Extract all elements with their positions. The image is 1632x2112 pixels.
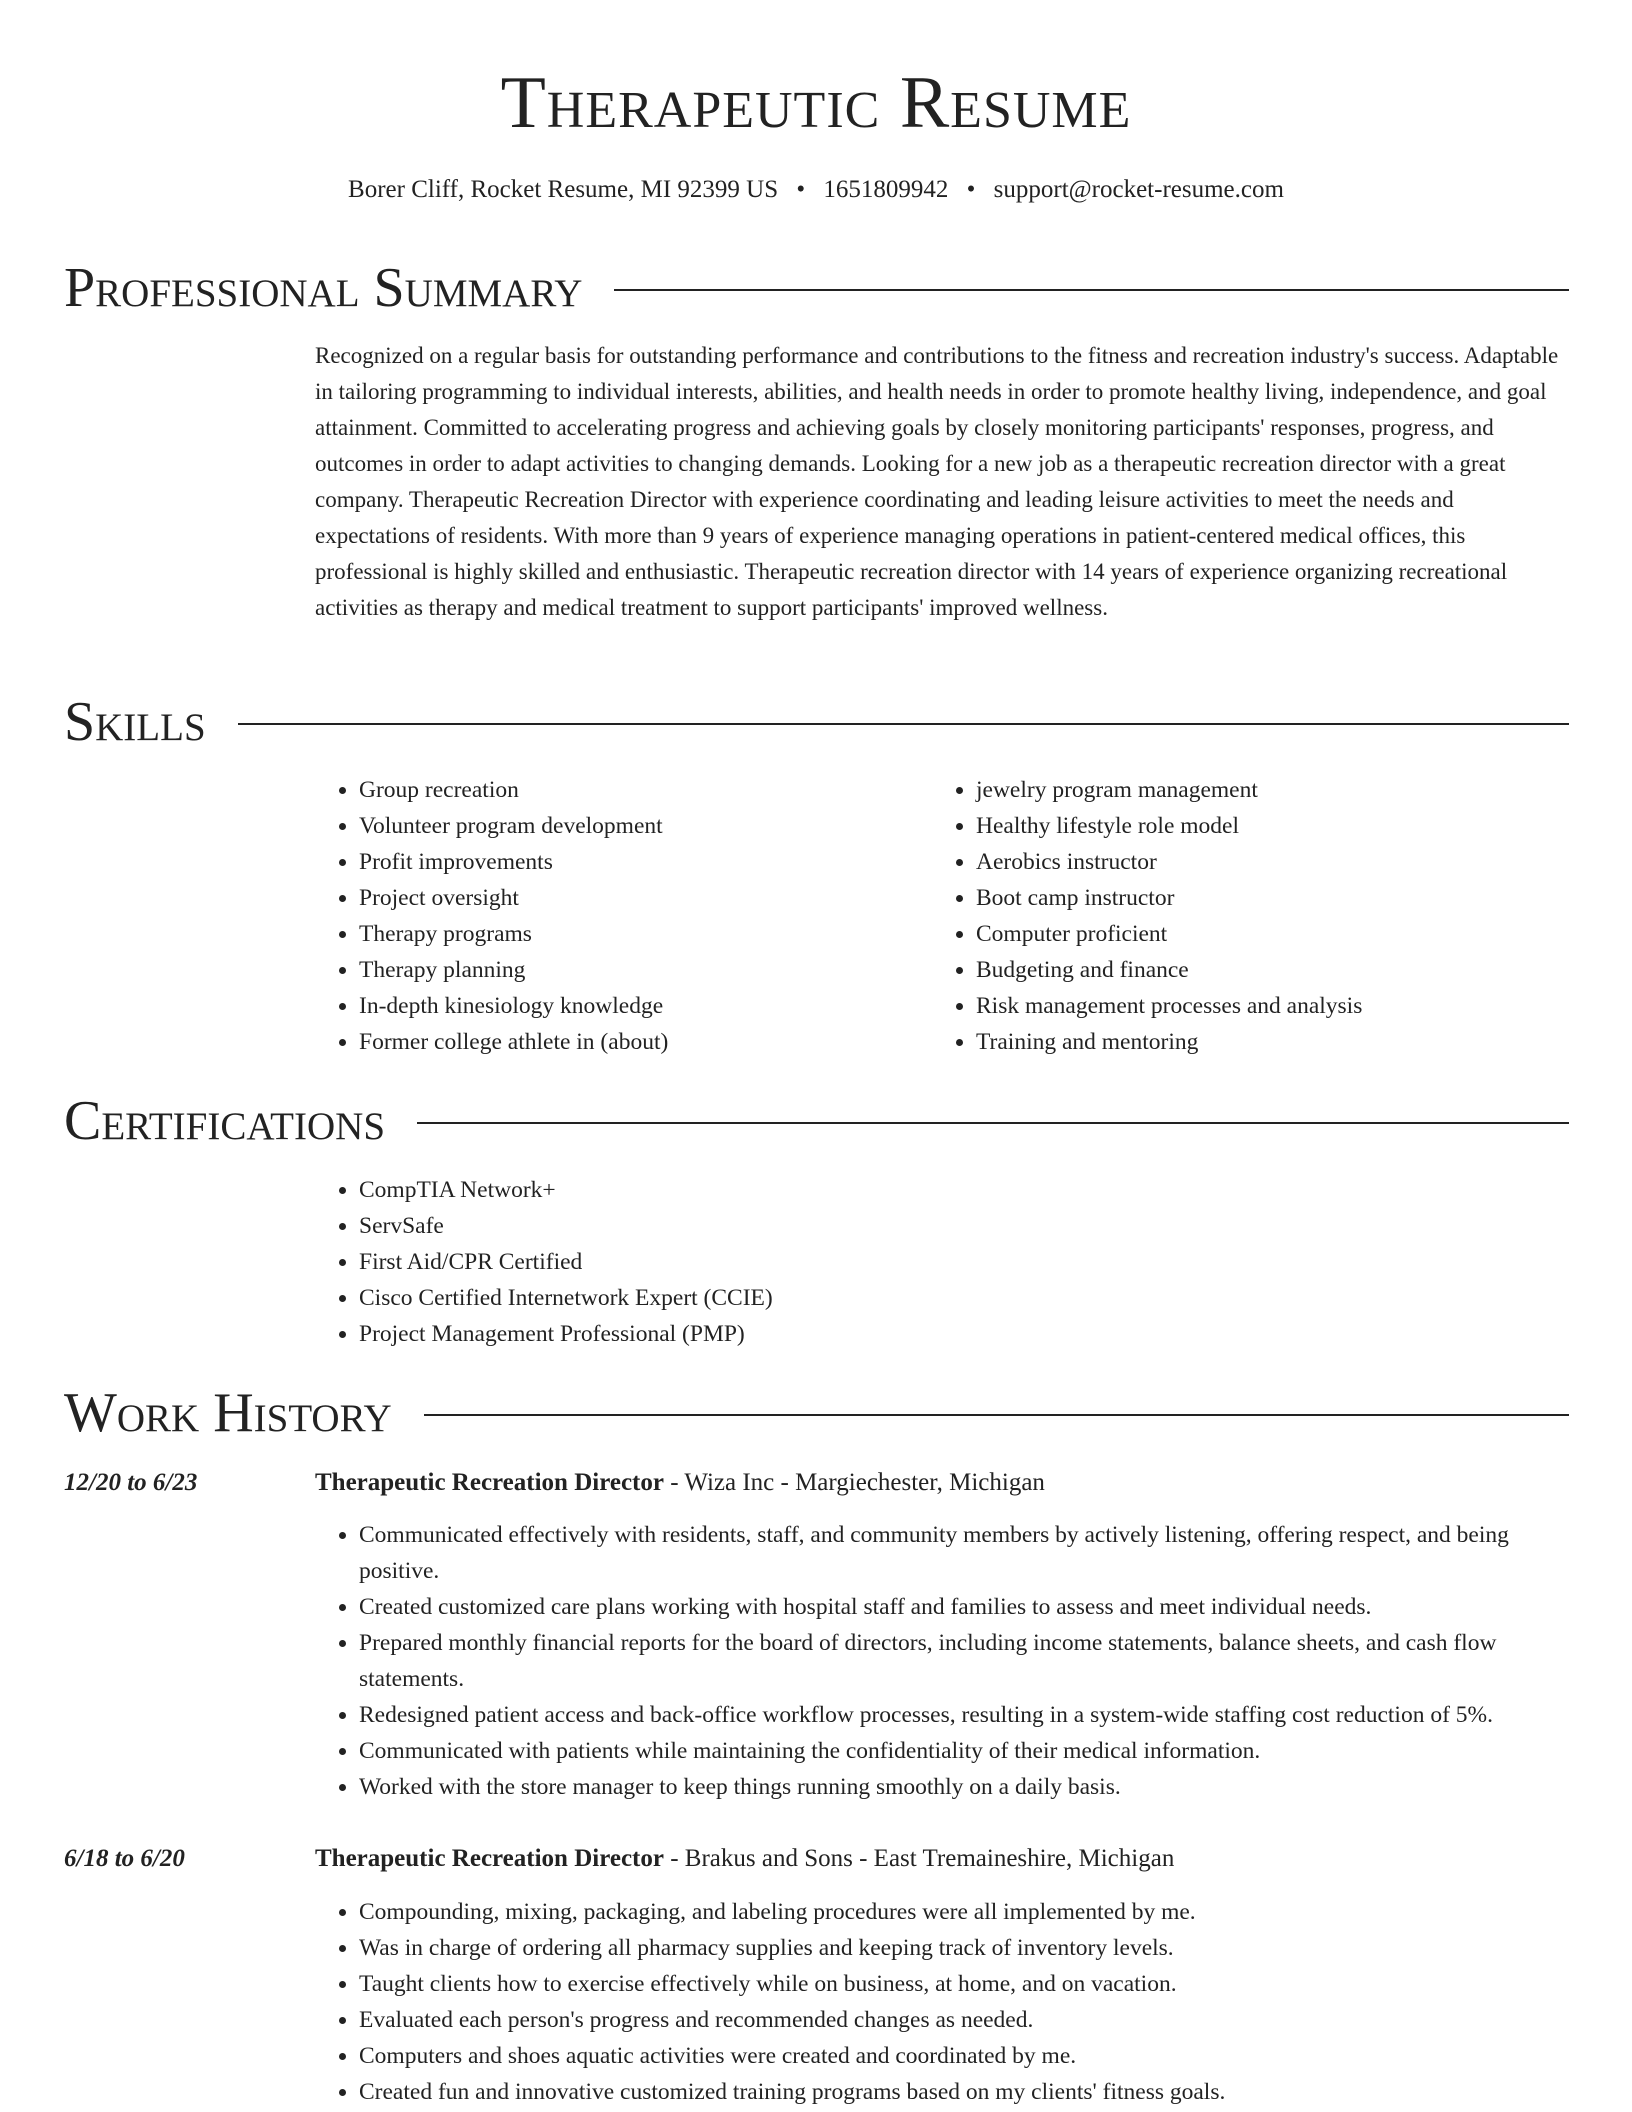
job-duties bbox=[315, 1517, 1575, 1805]
resume-name: Therapeutic Resume bbox=[500, 62, 1132, 144]
list-item: • Boot camp instructor bbox=[976, 880, 1572, 916]
list-item: • Evaluated each person's progress and recommended changes as needed. bbox=[359, 2002, 1575, 2038]
list-item: • Former college athlete in (about) bbox=[359, 1024, 915, 1060]
list-item: • CompTIA Network+ bbox=[359, 1172, 773, 1208]
contact-separator: • bbox=[796, 176, 806, 203]
list-item: • Profit improvements bbox=[359, 844, 915, 880]
list-item: • Project Management Professional (PMP) bbox=[359, 1316, 773, 1352]
contact-separator: • bbox=[966, 176, 976, 203]
summary-section-header bbox=[64, 256, 1569, 320]
certifications-section-header bbox=[64, 1089, 1569, 1153]
certifications-title: Certifications bbox=[64, 1090, 386, 1152]
list-item: • First Aid/CPR Certified bbox=[359, 1244, 773, 1280]
work-title: Work History bbox=[64, 1382, 392, 1444]
section-divider bbox=[614, 289, 1569, 291]
list-item: • Computers and shoes aquatic activities were created and coordinated by me. bbox=[359, 2038, 1575, 2074]
contact-email: support@rocket-resume.com bbox=[993, 176, 1284, 203]
list-item: • Aerobics instructor bbox=[976, 844, 1572, 880]
list-item: • Project oversight bbox=[359, 880, 915, 916]
work-section-header bbox=[64, 1381, 1569, 1445]
list-item: • Volunteer program development bbox=[359, 808, 915, 844]
skills-section-header bbox=[64, 690, 1569, 754]
list-item: • Compounding, mixing, packaging, and labeling procedures were all implemented by me. bbox=[359, 1894, 1575, 1930]
list-item: • Computer proficient bbox=[976, 916, 1572, 952]
section-divider bbox=[424, 1414, 1569, 1416]
certifications-list bbox=[315, 1172, 773, 1352]
job-duties bbox=[315, 1894, 1575, 2110]
skills-column-right bbox=[932, 772, 1572, 1060]
list-item: • Communicated effectively with residents, staff, and community members by actively listening, offering respect, and being positive. bbox=[359, 1517, 1575, 1589]
list-item: • Therapy programs bbox=[359, 916, 915, 952]
summary-title: Professional Summary bbox=[64, 257, 583, 319]
job-role: Therapeutic Recreation Director bbox=[315, 1469, 664, 1496]
contact-line bbox=[0, 172, 1632, 208]
list-item: • Training and mentoring bbox=[976, 1024, 1572, 1060]
contact-phone: 1651809942 bbox=[823, 176, 949, 203]
list-item: • jewelry program management bbox=[976, 772, 1572, 808]
job-title-line bbox=[315, 1841, 1174, 1877]
job-details: - Wiza Inc - Margiechester, Michigan bbox=[663, 1469, 1045, 1496]
list-item: • Created customized care plans working with hospital staff and families to assess and meet individual needs. bbox=[359, 1589, 1575, 1625]
job-role: Therapeutic Recreation Director bbox=[315, 1845, 664, 1872]
list-item: • Risk management processes and analysis bbox=[976, 988, 1572, 1024]
list-item: • Was in charge of ordering all pharmacy supplies and keeping track of inventory levels. bbox=[359, 1930, 1575, 1966]
job-duties-list bbox=[315, 1517, 1575, 1805]
certifications-block bbox=[315, 1172, 773, 1352]
job-dates: 6/18 to 6/20 bbox=[64, 1845, 185, 1872]
list-item: • Cisco Certified Internetwork Expert (CCIE) bbox=[359, 1280, 773, 1316]
list-item: • Budgeting and finance bbox=[976, 952, 1572, 988]
skills-column-left bbox=[315, 772, 915, 1060]
section-divider bbox=[238, 723, 1569, 725]
summary-text: Recognized on a regular basis for outstanding performance and contributions to the fitness and recreation industry's success. Adaptable in tailoring programming to individual interests, abilities, and health needs in order to promote healthy living, independence, and goal attainment. Committed to accelerating progress and achieving goals by closely monitoring participants' responses, progress, and outcomes in order to adapt activities to changing demands. Looking for a new job as a therapeutic recreation director with a great company. Therapeutic Recreation Director with experience coordinating and leading leisure activities to meet the needs and expectations of residents. With more than 9 years of experience managing operations in patient-centered medical offices, this professional is highly skilled and enthusiastic. Therapeutic recreation director with 14 years of experience organizing recreational activities as therapy and medical treatment to support participants' improved wellness. bbox=[315, 343, 1559, 620]
job-details: - Brakus and Sons - East Tremaineshire, Michigan bbox=[663, 1845, 1175, 1872]
list-item: • In-depth kinesiology knowledge bbox=[359, 988, 915, 1024]
section-divider bbox=[417, 1122, 1569, 1124]
list-item: • Healthy lifestyle role model bbox=[976, 808, 1572, 844]
skills-list-left bbox=[315, 772, 915, 1060]
skills-title: Skills bbox=[64, 691, 206, 753]
list-item: • Taught clients how to exercise effectively while on business, at home, and on vacation. bbox=[359, 1966, 1575, 2002]
job-dates: 12/20 to 6/23 bbox=[64, 1469, 198, 1496]
list-item: • Communicated with patients while maintaining the confidentiality of their medical information. bbox=[359, 1733, 1575, 1769]
job-title-line bbox=[315, 1465, 1045, 1501]
list-item: • Group recreation bbox=[359, 772, 915, 808]
list-item: • Prepared monthly financial reports for the board of directors, including income statements, balance sheets, and cash flow statements. bbox=[359, 1625, 1575, 1697]
list-item: • Redesigned patient access and back-office workflow processes, resulting in a system-wide staffing cost reduction of 5%. bbox=[359, 1697, 1575, 1733]
job-duties-list bbox=[315, 1894, 1575, 2110]
contact-address: Borer Cliff, Rocket Resume, MI 92399 US bbox=[348, 176, 779, 203]
list-item: • ServSafe bbox=[359, 1208, 773, 1244]
list-item: • Therapy planning bbox=[359, 952, 915, 988]
skills-list-right bbox=[932, 772, 1572, 1060]
list-item: • Created fun and innovative customized training programs based on my clients' fitness goals. bbox=[359, 2074, 1575, 2110]
list-item: • Worked with the store manager to keep things running smoothly on a daily basis. bbox=[359, 1769, 1575, 1805]
